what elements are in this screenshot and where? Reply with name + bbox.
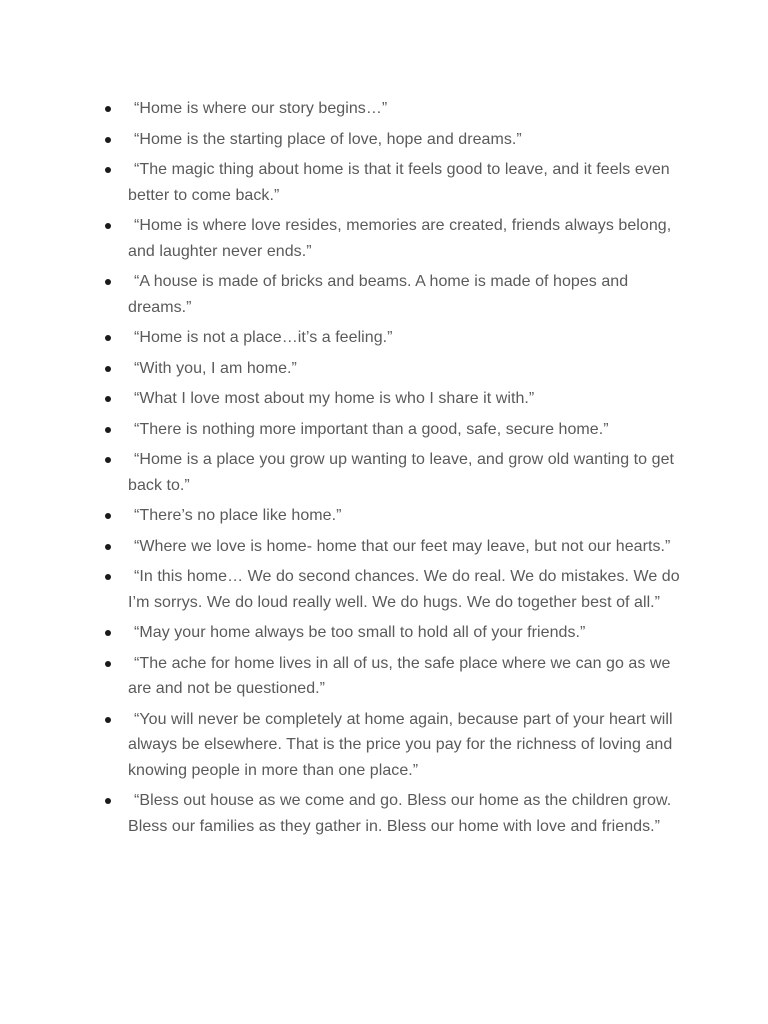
list-item xyxy=(103,127,683,153)
bullet-icon xyxy=(105,798,111,804)
quote-text: “May your home always be too small to hold all of your friends.” xyxy=(134,624,586,641)
bullet-icon xyxy=(105,106,111,112)
list-item xyxy=(103,620,683,646)
bullet-icon xyxy=(105,279,111,285)
quote-text: “There’s no place like home.” xyxy=(134,507,342,524)
quote-text: “The magic thing about home is that it feels good to leave, and it feels even better to come back.” xyxy=(128,161,670,204)
list-item xyxy=(103,386,683,412)
bullet-icon xyxy=(105,544,111,550)
list-item xyxy=(103,213,683,264)
list-item xyxy=(103,96,683,122)
quote-text: “A house is made of bricks and beams. A home is made of hopes and dreams.” xyxy=(128,273,629,316)
quote-text: “There is nothing more important than a good, safe, secure home.” xyxy=(134,420,609,438)
quote-text: “You will never be completely at home again, because part of your heart will always be elsewhere. That is the price you pay for the richness of loving and knowing people in more than one place.” xyxy=(128,710,673,779)
quote-text: “Home is the starting place of love, hope and dreams.” xyxy=(134,130,522,148)
list-item xyxy=(103,707,683,784)
bullet-icon xyxy=(105,223,111,229)
bullet-icon xyxy=(105,457,111,463)
quote-text: “In this home… We do second chances. We do real. We do mistakes. We do I’m sorrys. We do loud really well. We do hugs. We do together best of all.” xyxy=(128,568,680,611)
quote-text: “Bless out house as we come and go. Bless our home as the children grow. Bless our families as they gather in. Bless our home with love and friends.” xyxy=(128,792,672,835)
quote-text: “Home is where love resides, memories are created, friends always belong, and laughter never ends.” xyxy=(128,217,672,260)
bullet-icon xyxy=(105,427,111,433)
bullet-icon xyxy=(105,717,111,723)
quote-text: “The ache for home lives in all of us, the safe place where we can go as we are and not be questioned.” xyxy=(128,654,671,697)
bullet-icon xyxy=(105,661,111,667)
quote-text: “With you, I am home.” xyxy=(134,359,297,377)
list-item xyxy=(103,157,683,208)
bullet-icon xyxy=(105,167,111,173)
quote-text: “Home is a place you grow up wanting to leave, and grow old wanting to get back to.” xyxy=(128,451,675,494)
list-item xyxy=(103,651,683,702)
list-item xyxy=(103,447,683,498)
bullet-icon xyxy=(105,366,111,372)
bullet-icon xyxy=(105,335,111,341)
bullet-icon xyxy=(105,630,111,636)
quote-text: “Home is where our story begins…” xyxy=(134,100,388,117)
list-item xyxy=(103,788,683,839)
list-item xyxy=(103,503,683,529)
quote-list xyxy=(103,96,683,844)
quote-text: “Home is not a place…it’s a feeling.” xyxy=(134,329,393,346)
bullet-icon xyxy=(105,137,111,143)
list-item xyxy=(103,269,683,320)
list-item xyxy=(103,564,683,615)
quote-text: “What I love most about my home is who I share it with.” xyxy=(134,390,535,407)
bullet-icon xyxy=(105,574,111,580)
list-item xyxy=(103,325,683,351)
list-item xyxy=(103,417,683,443)
list-item xyxy=(103,534,683,560)
list-item xyxy=(103,356,683,382)
quote-text: “Where we love is home- home that our feet may leave, but not our hearts.” xyxy=(134,537,671,555)
bullet-icon xyxy=(105,396,111,402)
bullet-icon xyxy=(105,513,111,519)
